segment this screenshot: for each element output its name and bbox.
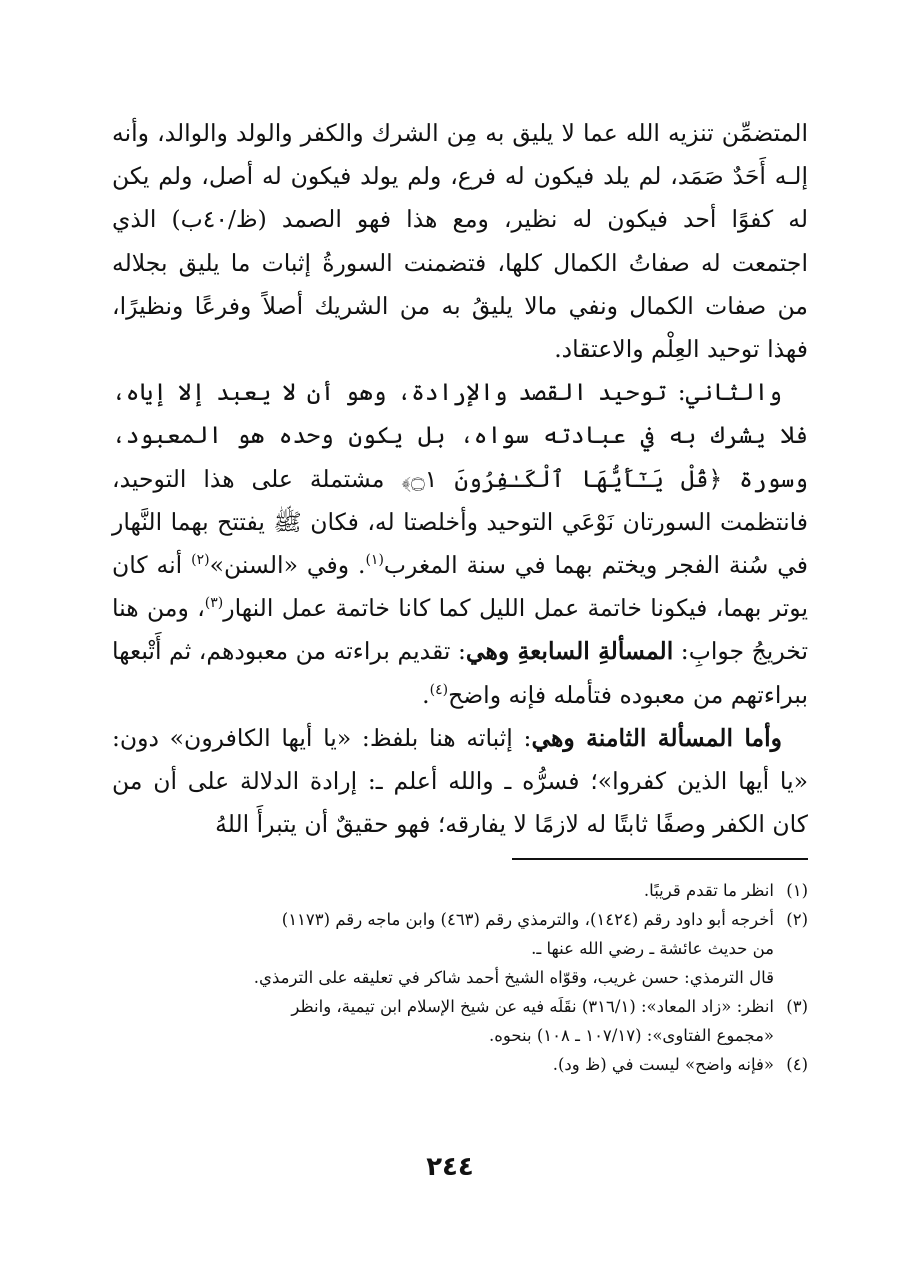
footnote-line: من حديث عائشة ـ رضي الله عنها ـ. xyxy=(531,939,774,958)
footnote-2 xyxy=(100,905,808,963)
footnote-number: (٢) xyxy=(786,910,808,929)
footnote-ref-1[interactable]: (١) xyxy=(365,552,384,569)
paragraph-1-text: المتضمِّن تنزيه الله عما لا يليق به مِن الشرك والكفر والولد والوالد، وأنه إلـه أَحَدٌ صَمَد، لم يلد فيكون له فرع، ولم يولد فيكون له أصل، ولم يكن له كفوًا أحد فيكون له نظير، ومع هذا فهو الصمد (ظ/٤٠ب) الذي اجتمعت له صفاتُ الكمال كلها، فتضمنت السورةُ إثبات ما يليق بجلاله من صفات الكمال ونفي مالا يليقُ به من الشريك أصلاً وفرعًا ونظيرًا، فهذا توحيد العِلْم والاعتقاد. xyxy=(112,119,808,364)
paragraph-1 xyxy=(112,112,808,371)
footnote-body xyxy=(100,876,774,905)
question-seven-heading: المسألةِ السابعةِ وهي xyxy=(465,637,674,666)
footnote-ref-3[interactable]: (٣) xyxy=(204,595,224,612)
footnote-number: (٣) xyxy=(786,997,808,1016)
footnote-3 xyxy=(100,992,808,1050)
paragraph-2-text-a: والثاني: توحيد القصد والإرادة، وهو أن لا يعبد إلا إياه، فلا يشرك به في عبادته سواه، بل يكون وحده هو المعبود، وسورة ﴿قُلْ يَـٰٓأَيُّهَا ٱلْكَـٰفِرُونَ ۝١﴾ مشتملة على هذا التوحيد، فانتظمت السورتان نَوْعَي التوحيد وأخلصتا له، فكان ﷺ يفتتح بهما النَّهار في سُنة الفجر ويختم بهما في سنة المغرب xyxy=(112,378,809,580)
footnote-body xyxy=(100,1050,774,1079)
footnote-4 xyxy=(100,1050,808,1079)
main-text xyxy=(112,112,808,846)
paragraph-2-text-f: . xyxy=(422,680,430,709)
page-number: ٢٤٤ xyxy=(426,1152,474,1182)
paragraph-2-text-d: ، ومن هنا تخريجُ جوابِ: xyxy=(112,594,808,666)
footnote-line: انظر: «زاد المعاد»: (٣١٦/١) نقَلَه فيه عن شيخ الإسلام ابن تيمية، وانظر xyxy=(291,997,774,1016)
footnote-line: أخرجه أبو داود رقم (١٤٢٤)، والترمذي رقم (٤٦٣) وابن ماجه رقم (١١٧٣) xyxy=(281,910,774,929)
footnote-body xyxy=(100,992,774,1050)
footnote-ref-2[interactable]: (٢) xyxy=(191,552,210,569)
footnotes xyxy=(100,876,808,1079)
footnote-line: «فإنه واضح» ليست في (ظ ود). xyxy=(552,1055,774,1074)
footnote-1 xyxy=(100,876,808,905)
paragraph-2-text-b: . وفي «السنن» xyxy=(209,551,366,580)
paragraph-2-text-c: أنه كان يوتر بهما، فيكونا خاتمة عمل الليل كما كانا خاتمة عمل النهار xyxy=(112,551,808,623)
paragraph-3 xyxy=(112,717,808,847)
footnote-number: (٤) xyxy=(786,1055,808,1074)
paragraph-3-text: : إثباته هنا بلفظ: «يا أيها الكافرون» دون: «يا أيها الذين كفروا»؛ فسرُّه ـ والله أعلم ـ: إرادة الدلالة على أن من كان الكفر وصفًا ثابتًا له لازمًا لا يفارقه؛ فهو حقيقٌ أن يتبرأَ اللهُ xyxy=(112,723,808,839)
paragraph-2-text-e: : تقديم براءته من معبودهم، ثم أَتْبعها ببراءتهم من معبوده فتأمله فإنه واضح xyxy=(112,637,808,709)
footnote-line: «مجموع الفتاوى»: (١٠٧/١٧ ـ ١٠٨) بنحوه. xyxy=(488,1026,774,1045)
footnote-number: (١) xyxy=(786,881,808,900)
footnote-divider xyxy=(512,858,808,860)
footnote-2-continuation: قال الترمذي: حسن غريب، وقوّاه الشيخ أحمد شاكر في تعليقه على الترمذي. xyxy=(253,968,774,987)
footnote-line: انظر ما تقدم قريبًا. xyxy=(643,881,774,900)
question-eight-heading: وأما المسألة الثامنة وهي xyxy=(531,723,782,752)
footnote-body xyxy=(100,905,774,963)
paragraph-2 xyxy=(112,371,808,717)
footnote-ref-4[interactable]: (٤) xyxy=(429,681,449,698)
